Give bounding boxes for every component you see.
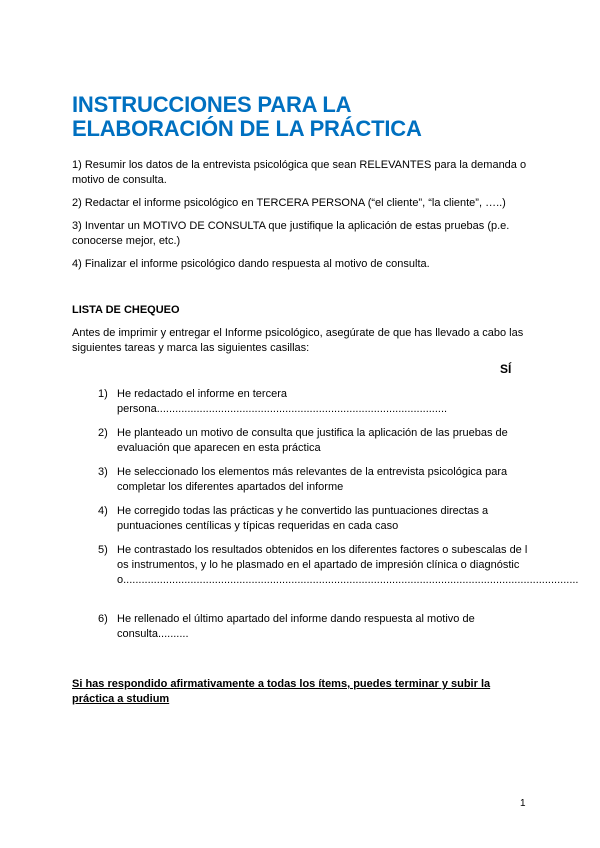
item-text: He seleccionado los elementos más relevantes de la entrevista psicológica para completar los diferentes apartados del informe [117,466,508,493]
item-text: He corregido todas las prácticas y he convertido las puntuaciones directas a puntuaciones centílicas y típicas requeridas en cada caso [117,505,489,532]
checklist-item [98,612,528,642]
instruction-4: 4) Finalizar el informe psicológico dando respuesta al motivo de consulta. [72,258,430,270]
item-number: 5) [98,544,108,556]
item-text: He planteado un motivo de consulta que justifica la aplicación de las pruebas de evaluación que aparecen en esta práctica [117,427,508,454]
instruction-1: 1) Resumir los datos de la entrevista psicológica que sean RELEVANTES para la demanda o motivo de consulta. [72,159,527,186]
item-number: 1) [98,388,108,400]
instruction-2: 2) Redactar el informe psicológico en TERCERA PERSONA (“el cliente”, “la cliente”, …..) [72,197,506,209]
checklist-item [98,387,528,417]
title-line-2: ELABORACIÓN DE LA PRÁCTICA [72,116,422,141]
instruction-3: 3) Inventar un MOTIVO DE CONSULTA que justifique la aplicación de estas pruebas (p.e. conocerse mejor, etc.) [72,220,510,247]
checklist-heading: LISTA DE CHEQUEO [72,304,180,316]
page-number: 1 [520,798,526,809]
checklist-item [98,465,528,495]
item-number: 2) [98,427,108,439]
final-note: Si has respondido afirmativamente a todas los ítems, puedes terminar y subir la práctica a studium [72,678,491,705]
item-text: He redactado el informe en tercera persona............................................................................................... [117,388,448,415]
item-text: He rellenado el último apartado del informe dando respuesta al motivo de consulta.......... [117,613,475,640]
page-title [72,93,422,141]
checklist-item [98,426,528,456]
checklist-intro: Antes de imprimir y entregar el Informe psicológico, asegúrate de que has llevado a cabo las siguientes tareas y marca las siguientes casillas: [72,327,524,354]
yes-column-label: SÍ [500,362,512,376]
item-number: 4) [98,505,108,517]
item-text: He contrastado los resultados obtenidos en los diferentes factores o subescalas de los instrumentos, y lo he plasmado en el apartado de impresión clínica o diagnóstico..................................................................................................................................................... [117,544,579,586]
item-number: 6) [98,613,108,625]
checklist-item [98,543,579,603]
item-number: 3) [98,466,108,478]
title-line-1: INSTRUCCIONES PARA LA [72,92,352,117]
checklist-item [98,504,528,534]
